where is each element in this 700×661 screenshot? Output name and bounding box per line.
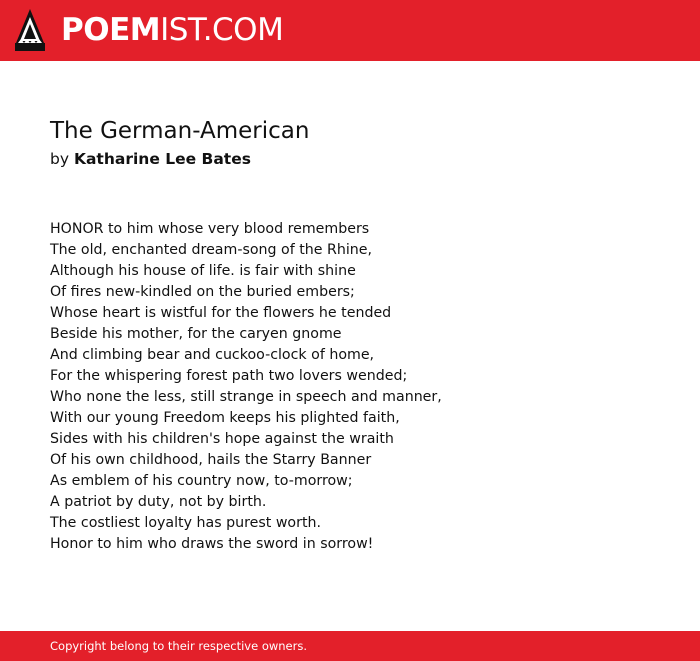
poem-line: For the whispering forest path two lovers wended; — [50, 368, 408, 384]
site-footer — [0, 631, 700, 661]
poem-line: Of his own childhood, hails the Starry Banner — [50, 452, 372, 468]
poem-line: Sides with his children's hope against the wraith — [50, 431, 394, 447]
site-header — [0, 0, 700, 61]
poem-title: The German-American — [50, 118, 310, 144]
poem-line: The old, enchanted dream-song of the Rhine, — [50, 242, 373, 258]
poem-line: HONOR to him whose very blood remembers — [50, 221, 370, 237]
byline — [50, 148, 251, 170]
poem-line: As emblem of his country now, to-morrow; — [50, 473, 353, 489]
poem-line: And climbing bear and cuckoo-clock of home, — [50, 347, 375, 363]
pencil-icon[interactable] — [15, 9, 45, 51]
poem-line: The costliest loyalty has purest worth. — [50, 515, 322, 531]
by-label: by — [50, 150, 70, 168]
copyright-text: Copyright belong to their respective owners. — [50, 639, 308, 653]
logo-bold-text: POEM — [61, 12, 161, 48]
poem-body — [50, 219, 670, 555]
poem-line: Who none the less, still strange in speech and manner, — [50, 389, 442, 405]
poem-line: With our young Freedom keeps his plighted faith, — [50, 410, 400, 426]
logo-light-text: IST.COM — [160, 12, 284, 48]
poem-line: Whose heart is wistful for the flowers he tended — [50, 305, 392, 321]
poem-line: A patriot by duty, not by birth. — [50, 494, 267, 510]
poem-line: Honor to him who draws the sword in sorrow! — [50, 536, 374, 552]
site-logo[interactable] — [61, 13, 283, 47]
poem-line: Beside his mother, for the caryen gnome — [50, 326, 342, 342]
poem-line: Of fires new-kindled on the buried embers; — [50, 284, 355, 300]
author-name: Katharine Lee Bates — [73, 150, 251, 168]
poem-line: Although his house of life. is fair with shine — [50, 263, 356, 279]
